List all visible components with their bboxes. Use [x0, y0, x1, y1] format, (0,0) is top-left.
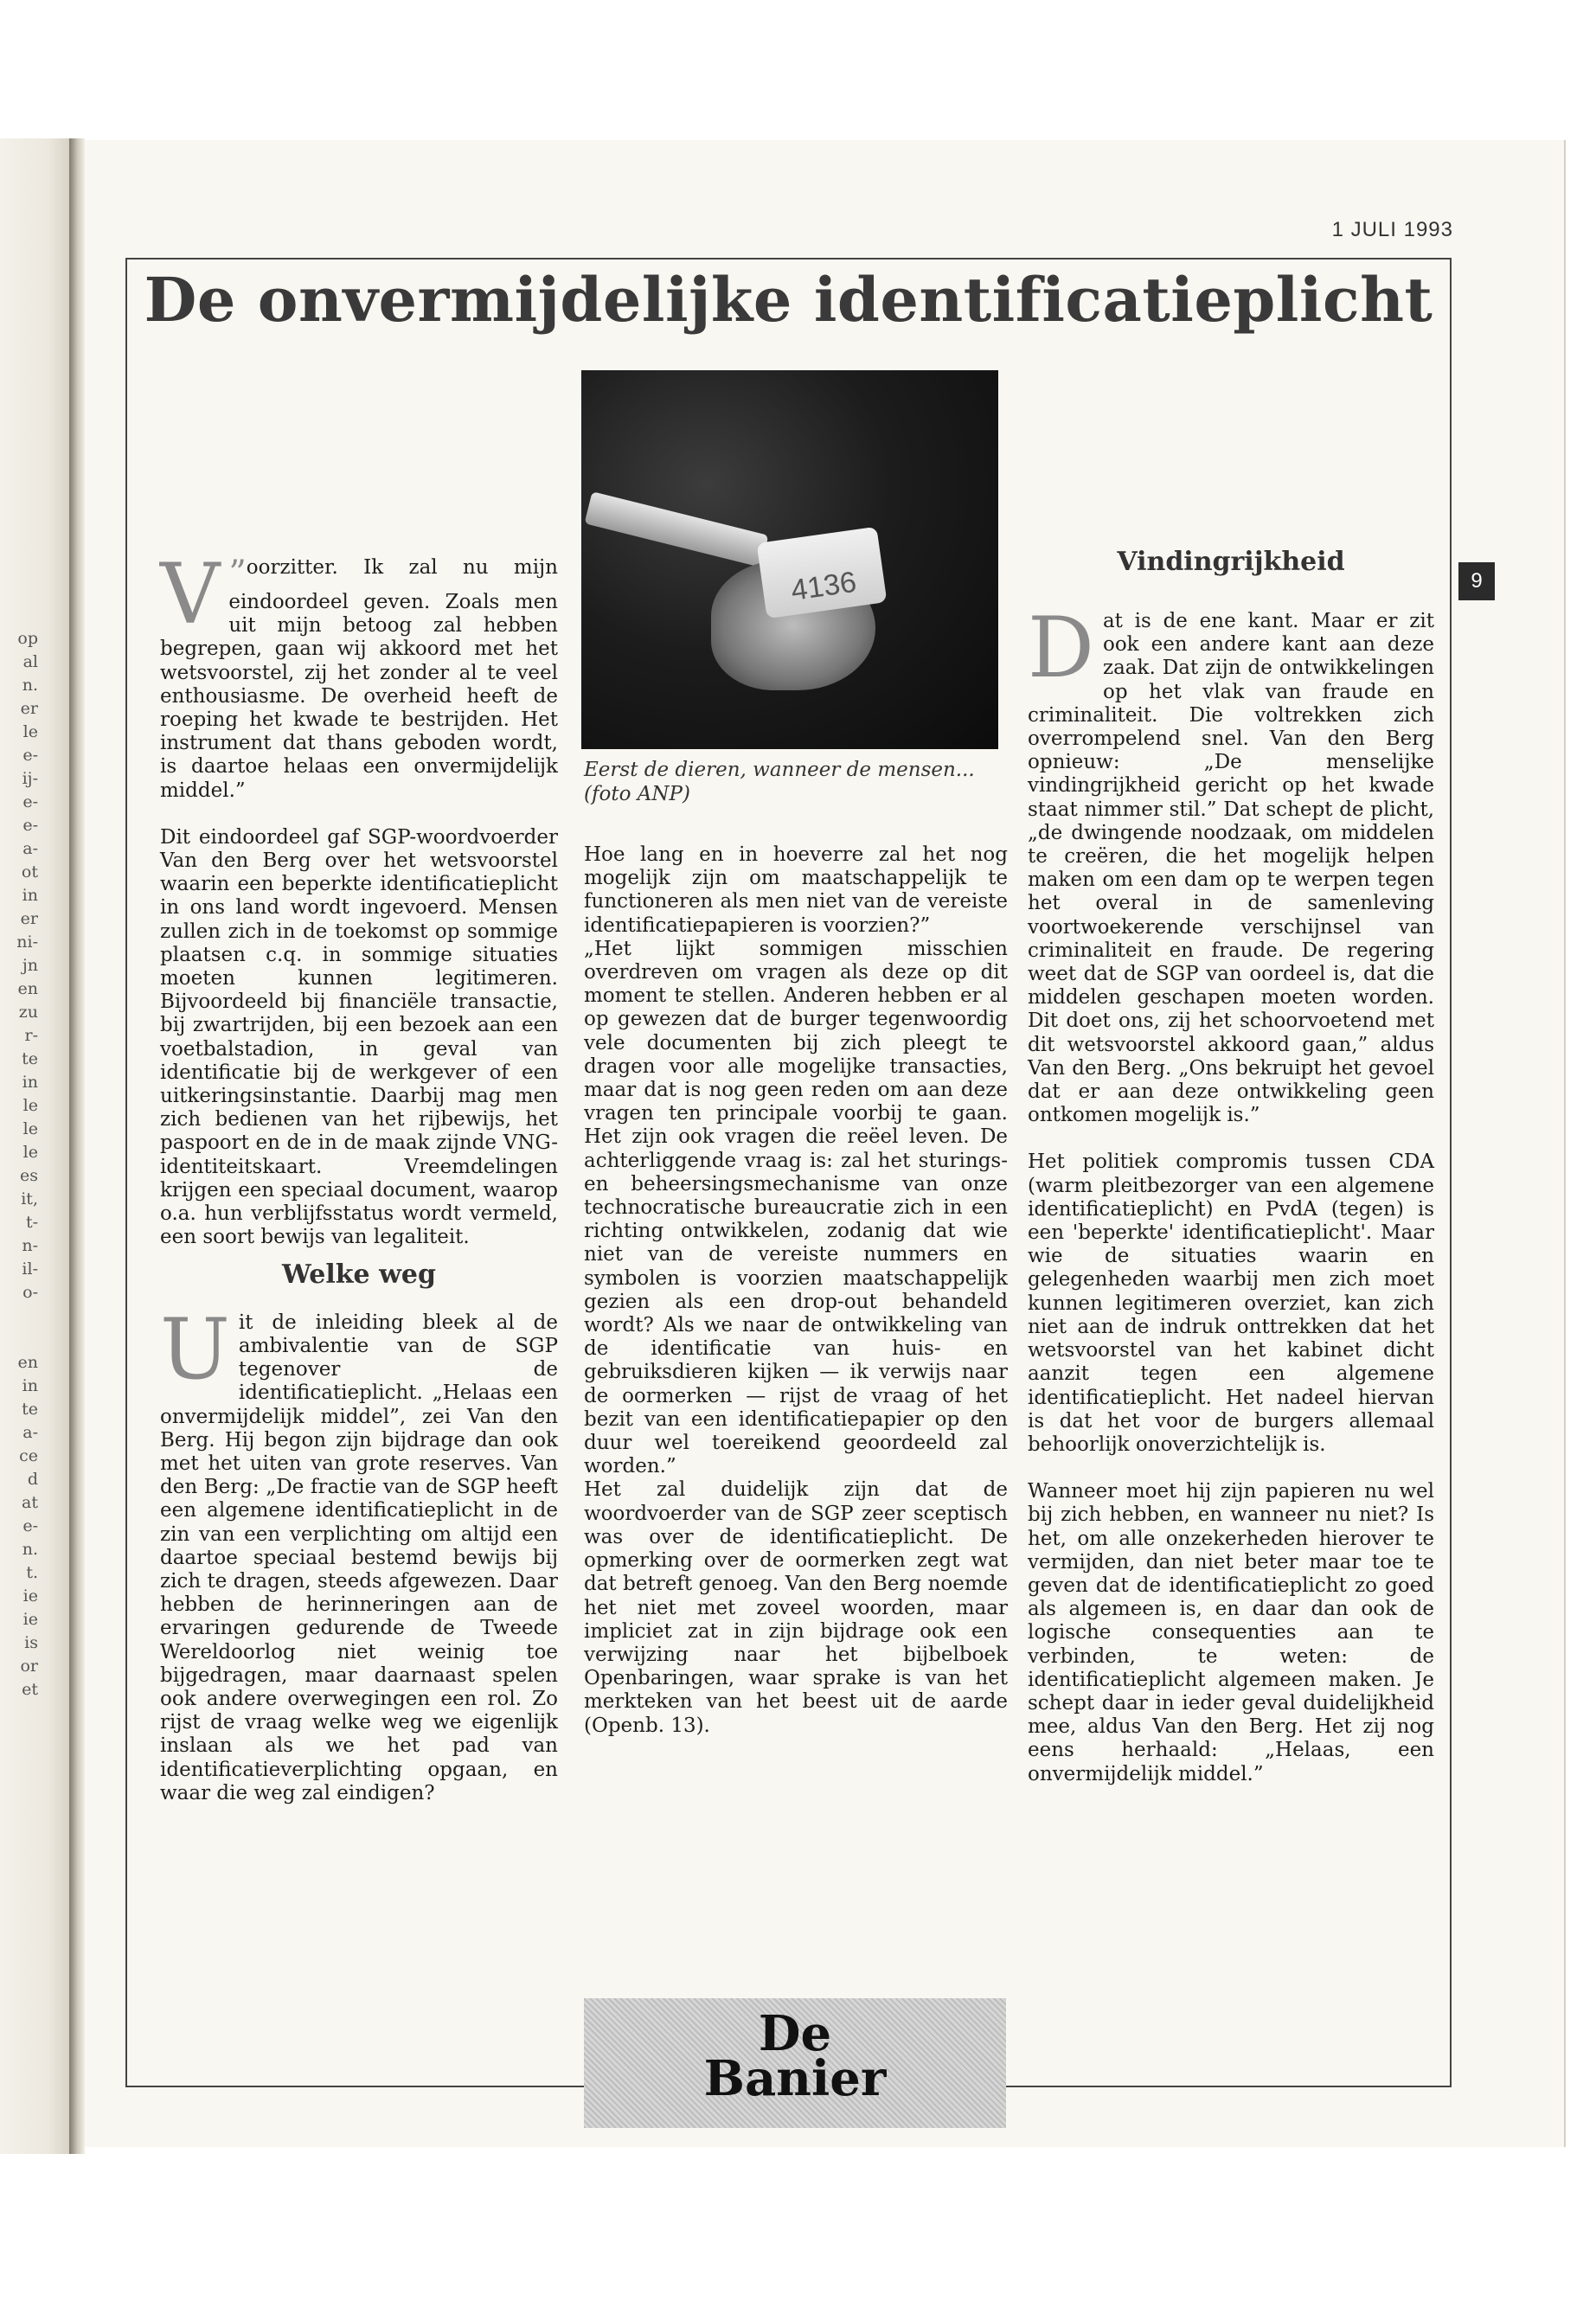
col1-paragraph-1: ” V oorzitter. Ik zal nu mijn eindoordeel geven. Zoals men uit mijn betoog zal hebben begrepen, gaan wij akkoord met het wetsvoorstel, zij het zonder al te veel enthousiasme. De overheid heeft de roeping het kwade te bestrijden. Het instrument dat thans geboden wordt, is daartoe helaas een onvermijdelijk middel.” [160, 546, 558, 802]
col2-paragraph-2: „Het lijkt sommigen misschien overdreven om vragen als deze op dit moment te stellen. Anderen hebben er al op gewezen dat de burger tegenwoordig vele documenten bij zich pleegt te dragen voor alle mogelijke transacties, maar dat is nog geen reden om aan deze vragen ten principale voorbij te gaan. Het zijn ook vragen die reëel leven. De achterliggende vraag is: zal het sturings- en beheersingsmechanisme van onze technocratische bureaucratie zich in een richting ontwikkelen, zodanig dat wie niet van de vereiste nummers en symbolen is voorzien maatschappelijk gezien als een drop-out behandeld wordt? Als we naar de ontwikkeling van de identificatie van huis- en gebruiksdieren kijken — ik verwijs naar de oormerken — rijst de vraag of het bezit van een identificatiepapier op den duur wel toereikend geoordeeld zal worden.” [584, 937, 1008, 1478]
column-1 [160, 546, 558, 1805]
col3-paragraph-3: Wanneer moet hij zijn papieren nu wel bij zich hebben, en wanneer nu niet? Is het, om alle onzekerheden hierover te vermijden, dan niet beter maar toe te geven dat de identificatieplicht zo goed als algemeen is, en daar dan ook de logische consequenties aan te verbinden, te weten: de identificatieplicht algemeen maken. Je schept daar in ieder geval duidelijkheid mee, aldus Van den Berg. Het zij nog eens herhaald: „Helaas, een onvermijdelijk middel.” [1028, 1480, 1434, 1785]
subheading-vindingrijkheid: Vindingrijkheid [1117, 547, 1345, 577]
article-headline: De onvermijdelijke identificatieplicht [144, 264, 1433, 336]
previous-page-text-fragments: op al n. er le e- ij- e- e- a- ot in er ni- jn en zu r- te in le le le es it, t- n- il- o- en in te a- ce d at e- n. t. ie ie is or et [16, 629, 38, 1699]
col2-paragraph-1: Hoe lang en in hoeverre zal het nog mogelijk zijn om maatschappelijk te functioneren als men niet van de vereiste identificatiepapieren is voorzien?” [584, 843, 1008, 937]
photo-pliers [585, 491, 769, 567]
page-number-tab: 9 [1458, 562, 1495, 600]
column-3 [1028, 599, 1434, 1786]
col3-paragraph-1: Dat is de ene kant. Maar er zit ook een andere kant aan deze zaak. Dat zijn de ontwikkelingen op het vlak van fraude en criminaliteit. Die voltrekken zich overrompelend snel. Van den Berg opnieuw: „De menselijke vindingrijkheid gericht op het kwade staat nimmer stil.” Dat schept de plicht, „de dwingende noodzaak, om middelen te creëren, die het mogelijk helpen maken om een dam op te werpen tegen het overal in de samenleving voortwoekerende verschijnsel van criminaliteit en fraude. De regering weet dat de SGP van oordeel is, dat die middelen geschapen moeten worden. Dit doet ons, zij het schoorvoetend met dit wetsvoorstel akkoord gaan,” aldus Van den Berg. „Ons bekruipt het gevoel dat er aan deze ontwikkeling geen ontkomen mogelijk is.” [1028, 599, 1434, 1127]
column-2 [584, 843, 1008, 1738]
issue-date: 1 JULI 1993 [1331, 218, 1453, 241]
col2-paragraph-3: Het zal duidelijk zijn dat de woordvoerder van de SGP zeer sceptisch was over de identificatieplicht. De opmerking over de oormerken zegt wat dat betreft genoeg. Van den Berg noemde het niet met zoveel woorden, maar impliciet zat in zijn bijdrage ook een verwijzing naar het bijbelboek Openbaringen, waar sprake is van het merkteken van het beest uit de aarde (Openb. 13). [584, 1478, 1008, 1737]
page-gutter [69, 138, 85, 2154]
article-photo [581, 370, 998, 749]
dropcap-u: U [160, 1300, 230, 1398]
col3-paragraph-2: Het politiek compromis tussen CDA (warm pleitbezorger van een algemene identificatieplicht) en PvdA (tegen) is een 'beperkte' identificatieplicht'. Maar wie de situaties waarin en gelegenheden waarbij men zich moet kunnen legitimeren overziet, kan zich niet aan de indruk onttrekken dat het wetsvoorstel van het kabinet dicht aanzit tegen een algemene identificatieplicht. Het nadeel hiervan is dat het voor de burgers allemaal behoorlijk onoverzichtelijk is. [1028, 1150, 1434, 1456]
col1-paragraph-3: Uit de inleiding bleek al de ambivalentie van de SGP tegenover de identificatieplicht. „Helaas een onvermijdelijk middel”, zei Van den Berg. Hij begon zijn bijdrage dan ook met het uiten van grote reserves. Van den Berg: „De fractie van de SGP heeft een algemene identificatieplicht in de zin van een verplichting om altijd een daartoe speciaal bestemd bewijs bij zich te dragen, steeds afgewezen. Daar hebben de herinneringen aan de ervaringen gedurende de Tweede Wereldoorlog niet weinig toe bijgedragen, maar daarnaast spelen ook andere overwegingen een rol. Zo rijst de vraag welke weg we eigenlijk inslaan als we het pad van identificatieverplichting opgaan, en waar die weg zal eindigen? [160, 1300, 558, 1804]
dropcap-v: V [160, 546, 221, 643]
de-banier-logo: De Banier [703, 2005, 887, 2107]
opening-quote-mark: ” [228, 554, 247, 593]
photo-ear-tag: 4136 [757, 527, 888, 619]
dropcap-d: D [1028, 599, 1094, 696]
photo-caption: Eerst de dieren, wanneer de mensen... (foto ANP) [584, 759, 975, 805]
col1-paragraph-2: Dit eindoordeel gaf SGP-woordvoerder Van den Berg over het wetsvoorstel waarin een beperkte identificatieplicht in ons land wordt ingevoerd. Mensen zullen zich in de toekomst op sommige plaatsen c.q. in sommige situaties moeten kunnen legitimeren. Bijvoordeeld bij financiële transactie, bij zwartrijden, bij een bezoek aan een voetbalstadion, in geval van identificatie bij de werkgever of een uitkeringsinstantie. Daarbij mag men zich bedienen van het rijbewijs, het paspoort en de in de maak zijnde VNG-identiteitskaart. Vreemdelingen krijgen een speciaal document, waarop o.a. hun verblijfsstatus wordt vermeld, een soort bewijs van legaliteit. [160, 825, 558, 1249]
subheading-welke-weg: Welke weg [282, 1259, 436, 1291]
